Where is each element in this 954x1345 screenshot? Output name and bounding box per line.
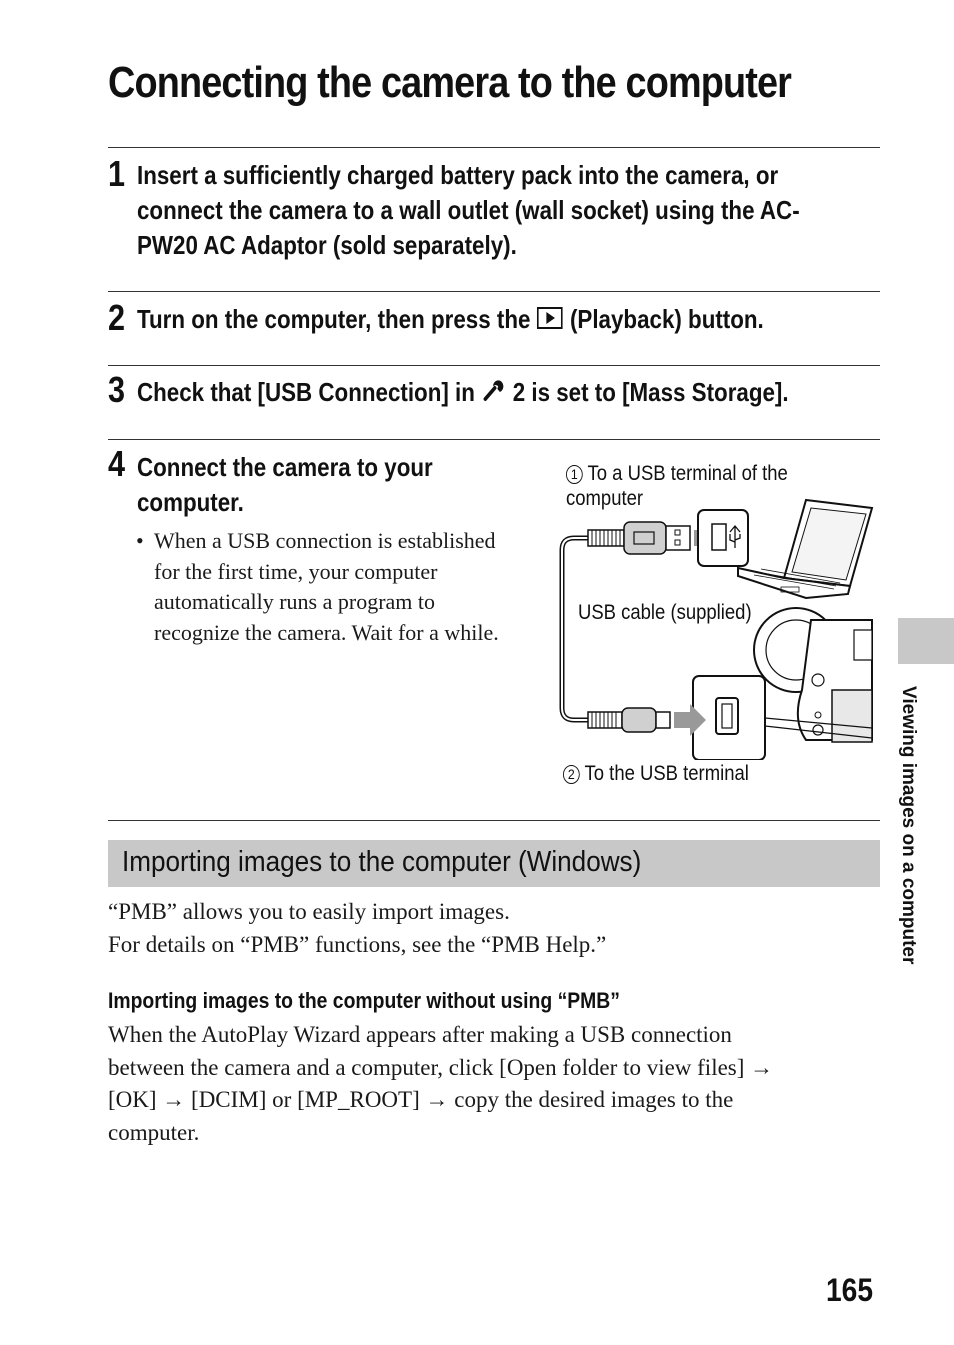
subheading: Importing images to the computer without using “PMB” (108, 988, 620, 1013)
section-header (108, 840, 880, 887)
body-line: When the AutoPlay Wizard appears after making a USB connection (108, 1022, 732, 1047)
computer-terminal-label-line1: To a USB terminal of the (587, 462, 788, 485)
step-4-line: Connect the camera to your (137, 452, 433, 482)
circled-number-2-icon: 2 (563, 765, 580, 784)
step-2-text (137, 302, 764, 339)
divider (108, 365, 880, 366)
step-4-text (137, 450, 433, 520)
divider (108, 439, 880, 440)
usb-diagram-illustration (556, 490, 876, 760)
step-2-text-after: (Playback) button. (569, 304, 764, 334)
section-title: Importing images to the computer (Windows) (122, 846, 642, 878)
intro-line: “PMB” allows you to easily import images. (108, 899, 510, 924)
page-title: Connecting the camera to the computer (108, 58, 792, 107)
step-4-note-text: When a USB connection is established for the first time, your computer automatically runs a program to recognize the camera. Wait for a while. (154, 528, 499, 645)
chapter-tab (898, 618, 954, 664)
camera-terminal-label (563, 761, 749, 786)
step-number-2: 2 (108, 297, 126, 338)
intro-line: For details on “PMB” functions, see the “PMB Help.” (108, 931, 607, 957)
page-number: 165 (826, 1272, 873, 1308)
section-body (108, 1019, 880, 1149)
step-1-line: Insert a sufficiently charged battery pack into the camera, or (137, 160, 779, 190)
body-line: between the camera and a computer, click [Open folder to view files] → (108, 1054, 774, 1080)
body-line: [OK] → [DCIM] or [MP_ROOT] → copy the desired images to the (108, 1087, 734, 1112)
divider (108, 820, 880, 821)
playback-icon (537, 304, 563, 339)
circled-number-1-icon: 1 (566, 465, 583, 484)
step-3-text-before: Check that [USB Connection] in (137, 377, 475, 407)
step-number-3: 3 (108, 369, 126, 410)
divider (108, 147, 880, 148)
camera-terminal-label-text: To the USB terminal (584, 762, 749, 785)
step-number-1: 1 (108, 153, 126, 194)
body-line: computer. (108, 1119, 200, 1145)
step-3-text (137, 375, 789, 412)
step-1-text (137, 158, 800, 263)
chapter-tab-label: Viewing images on a computer (898, 686, 919, 965)
step-3-text-after: 2 is set to [Mass Storage]. (512, 377, 789, 407)
divider (108, 291, 880, 292)
step-4-note (136, 526, 536, 645)
step-1-line: connect the camera to a wall outlet (wall socket) using the AC- (137, 195, 800, 225)
computer-terminal-label-line2: computer (566, 487, 644, 510)
step-1-line: PW20 AC Adaptor (sold separately). (137, 230, 517, 260)
computer-terminal-label (566, 461, 788, 511)
step-4-line: computer. (137, 487, 244, 517)
usb-cable-label: USB cable (supplied) (578, 601, 752, 624)
wrench-setup-icon (482, 377, 506, 412)
step-number-4: 4 (108, 443, 126, 484)
bullet-icon: • (136, 528, 144, 553)
section-intro (108, 896, 880, 961)
step-2-text-before: Turn on the computer, then press the (137, 304, 531, 334)
